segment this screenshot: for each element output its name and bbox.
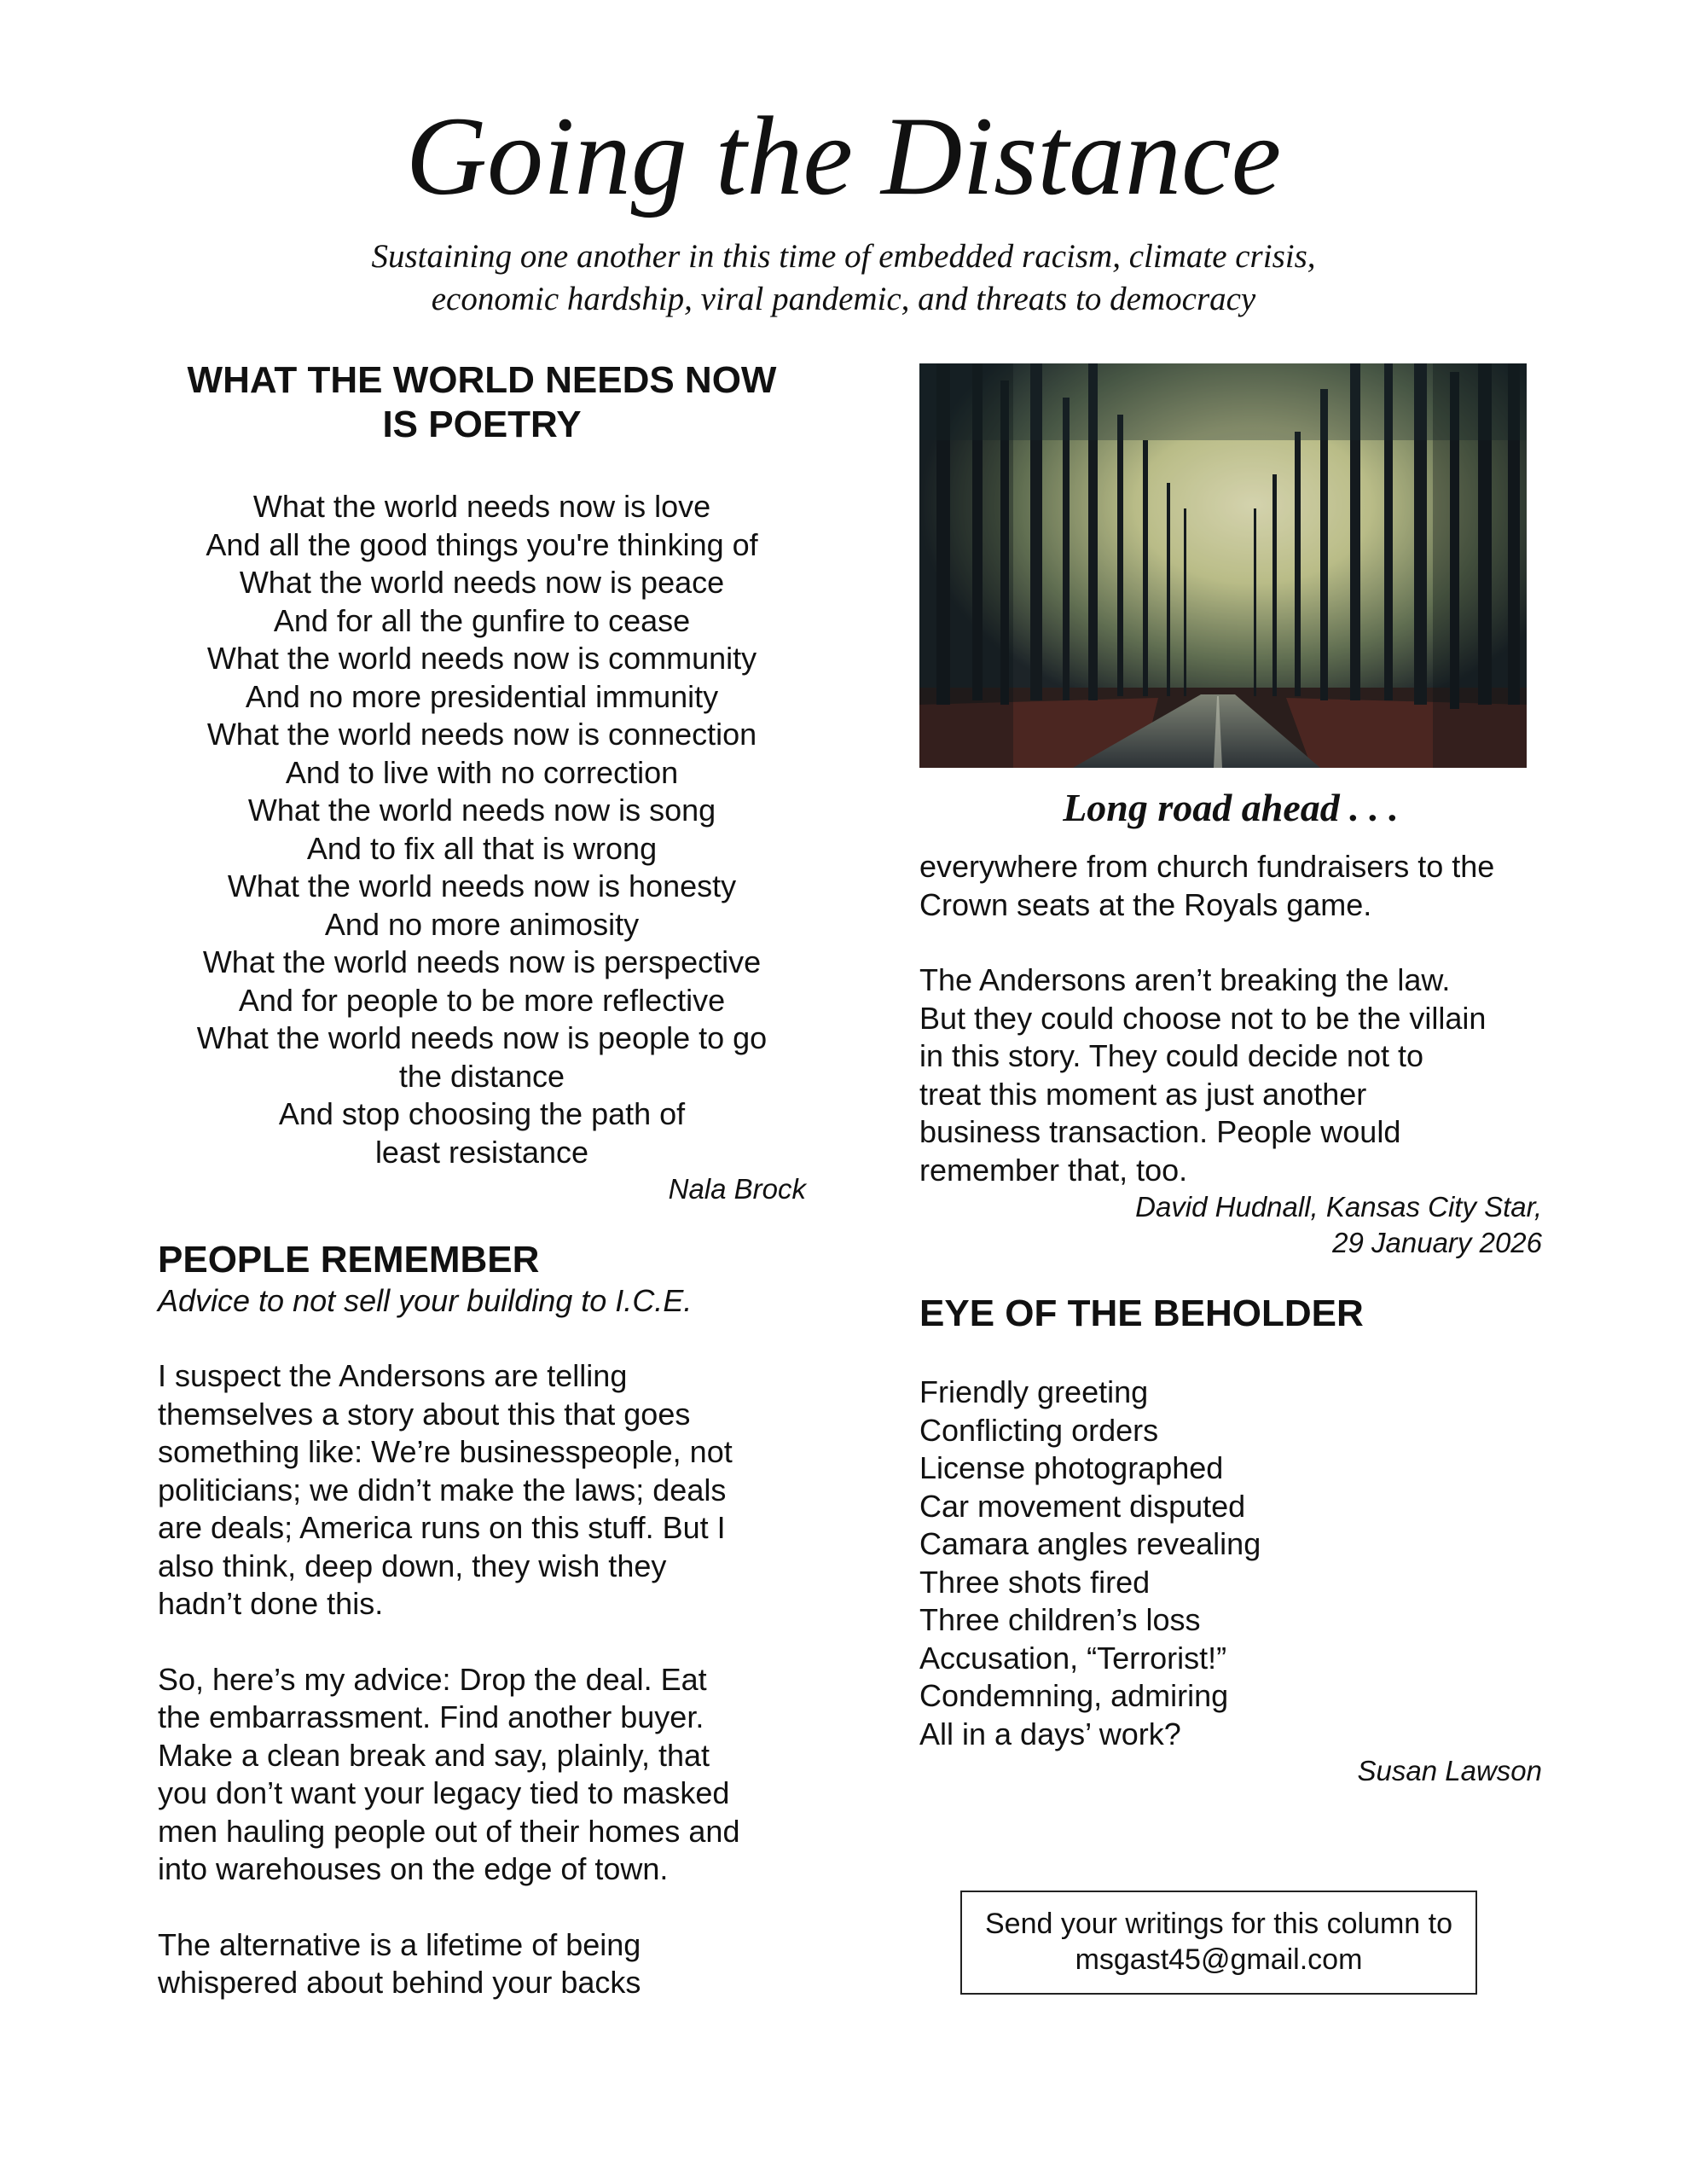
poem-line: What the world needs now is perspective [202, 944, 762, 979]
eye-poem-line: Car movement disputed [919, 1488, 1246, 1524]
eye-poem-line: All in a days’ work? [919, 1716, 1181, 1751]
article-line: The Andersons aren’t breaking the law. [919, 962, 1451, 997]
eye-poem-line: Accusation, “Terrorist!” [919, 1640, 1227, 1676]
eye-poem-line: Condemning, admiring [919, 1678, 1229, 1713]
poem-line: And for people to be more reflective [238, 982, 726, 1018]
article-line: I suspect the Andersons are telling [158, 1358, 628, 1393]
poem-line: least resistance [374, 1134, 589, 1170]
submission-email[interactable]: msgast45@gmail.com [1075, 1943, 1363, 1976]
forest-road-photo [919, 363, 1527, 768]
eye-poem-line: Conflicting orders [919, 1412, 1159, 1448]
eye-poem-line: Three children’s loss [919, 1602, 1201, 1637]
poem-line: And to fix all that is wrong [306, 830, 658, 866]
article-line: So, here’s my advice: Drop the deal. Eat [158, 1661, 707, 1697]
eye-poem-author: Susan Lawson [1357, 1755, 1542, 1786]
article-paragraph [919, 961, 1542, 1189]
submission-text: Send your writings for this column to [984, 1908, 1453, 1940]
article-line: something like: We’re businesspeople, not [158, 1434, 733, 1469]
masthead [0, 92, 1687, 321]
article-paragraph [158, 1926, 806, 2002]
article-line: you don’t want your legacy tied to masked [158, 1775, 730, 1810]
article-line: are deals; America runs on this stuff. But I [158, 1510, 726, 1545]
poem-line: And no more animosity [324, 906, 640, 942]
poem-line: What the world needs now is song [247, 793, 716, 828]
eye-poem [919, 1374, 1542, 1753]
article-line: The alternative is a lifetime of being [158, 1926, 641, 1962]
article-line: business transaction. People would [919, 1114, 1401, 1149]
credit-line: David Hudnall, Kansas City Star, [1135, 1191, 1542, 1223]
photo-caption: Long road ahead . . . [1063, 786, 1399, 829]
eye-poem-line: License photographed [919, 1450, 1224, 1485]
poem-heading [158, 358, 806, 447]
poem-line: What the world needs now is people to go [196, 1020, 768, 1055]
submission-box [960, 1891, 1477, 1995]
poem-line: What the world needs now is peace [239, 565, 725, 600]
article-line: whispered about behind your backs [158, 1965, 641, 2000]
poem-line: And all the good things you're thinking of [206, 526, 758, 562]
article-line: themselves a story about this that goes [158, 1396, 691, 1432]
article-line: treat this moment as just another [919, 1076, 1367, 1112]
right-column [919, 363, 1542, 1789]
left-column [158, 358, 806, 2002]
page-subtitle [0, 235, 1687, 321]
article-paragraph [158, 1661, 806, 1889]
poem-line: What the world needs now is community [206, 641, 757, 676]
poem-line: And to live with no correction [285, 754, 679, 790]
article-line: in this story. They could decide not to [919, 1038, 1423, 1073]
subtitle-line: Sustaining one another in this time of embedded racism, climate crisis, [371, 238, 1316, 275]
people-remember-subheading: Advice to not sell your building to I.C.E. [158, 1283, 693, 1318]
poem-body [158, 488, 806, 1171]
poem-line: What the world needs now is connection [206, 717, 757, 752]
article-continued [919, 848, 1542, 924]
poem-line: And stop choosing the path of [278, 1096, 686, 1131]
poem-author: Nala Brock [668, 1173, 806, 1205]
article-line: But they could choose not to be the villain [919, 1000, 1487, 1036]
article-line: Crown seats at the Royals game. [919, 886, 1372, 922]
subtitle-line: economic hardship, viral pandemic, and threats to democracy [431, 281, 1256, 317]
article-line: hadn’t done this. [158, 1586, 384, 1621]
people-remember-heading: PEOPLE REMEMBER [158, 1239, 540, 1281]
credit-line: 29 January 2026 [1332, 1227, 1542, 1258]
page-title: Going the Distance [405, 93, 1282, 218]
poem-line: What the world needs now is love [252, 489, 711, 524]
article-line: also think, deep down, they wish they [158, 1548, 667, 1583]
poem-heading-line: WHAT THE WORLD NEEDS NOW [187, 359, 777, 401]
article-line: Make a clean break and say, plainly, that [158, 1737, 710, 1773]
article-line: everywhere from church fundraisers to the [919, 849, 1495, 884]
article-line: remember that, too. [919, 1152, 1188, 1188]
eye-poem-line: Friendly greeting [919, 1374, 1149, 1409]
poem-line: the distance [398, 1058, 565, 1094]
poem-heading-line: IS POETRY [382, 404, 582, 445]
poem-line: And no more presidential immunity [245, 678, 719, 714]
article-paragraph [158, 1357, 806, 1623]
article-line: into warehouses on the edge of town. [158, 1851, 669, 1886]
eye-poem-line: Three shots fired [919, 1564, 1151, 1600]
poem-line: And for all the gunfire to cease [273, 602, 691, 638]
eye-poem-line: Camara angles revealing [919, 1526, 1261, 1561]
poem-line: What the world needs now is honesty [227, 868, 737, 903]
article-credit [919, 1189, 1542, 1261]
article-line: the embarrassment. Find another buyer. [158, 1699, 704, 1734]
article-line: men hauling people out of their homes and [158, 1813, 740, 1849]
article-line: politicians; we didn’t make the laws; deals [158, 1472, 727, 1507]
eye-of-beholder-heading: EYE OF THE BEHOLDER [919, 1292, 1364, 1334]
